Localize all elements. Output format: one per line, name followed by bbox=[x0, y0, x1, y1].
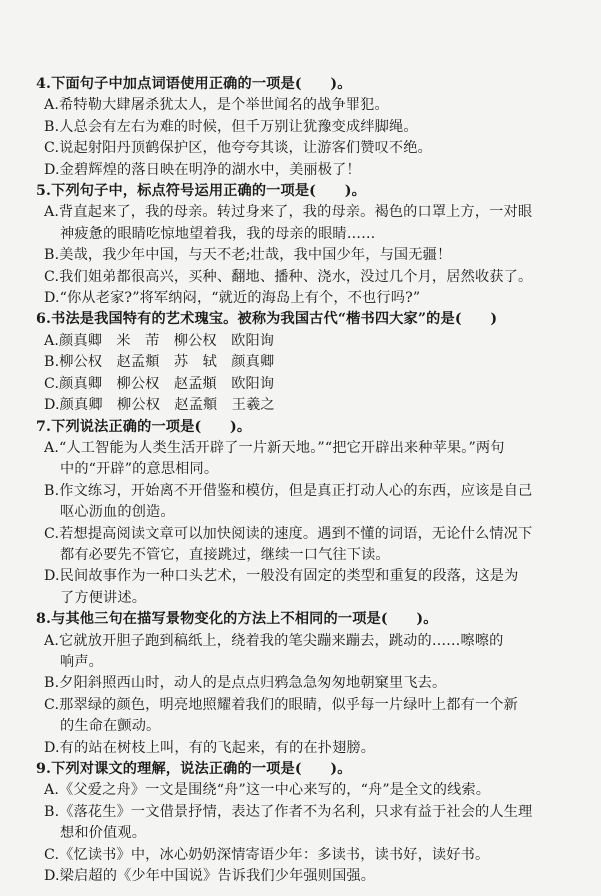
option-c: C.说起射阳丹顶鹤保护区，他夸夸其谈，让游客们赞叹不绝。 bbox=[44, 140, 432, 157]
question-5 bbox=[36, 181, 584, 309]
option-c: C.那翠绿的颜色，明亮地照耀着我们的眼睛，似乎每一片绿叶上都有一个新 bbox=[44, 696, 518, 713]
option-c: C.颜真卿 柳公权 赵孟頫 欧阳询 bbox=[44, 375, 275, 392]
option-b-continued: 想和价值观。 bbox=[60, 825, 147, 842]
question-9 bbox=[36, 759, 584, 887]
option-a-continued: 响声。 bbox=[60, 653, 104, 670]
option-b: B.《落花生》一文借景抒情，表达了作者不为名利，只求有益于社会的人生理 bbox=[44, 803, 533, 820]
option-b: B.作文练习，开始离不开借鉴和模仿，但是真正打动人心的东西，应该是自己 bbox=[44, 482, 533, 499]
option-a: A.颜真卿 米 芾 柳公权 欧阳询 bbox=[44, 332, 275, 349]
option-c-continued: 的生命在颤动。 bbox=[60, 718, 161, 735]
option-a: A.希特勒大肆屠杀犹太人，是个举世闻名的战争罪犯。 bbox=[44, 97, 389, 114]
option-a-continued: 中的“开辟”的意思相同。 bbox=[60, 461, 219, 478]
option-d: D.民间故事作为一种口头艺术，一般没有固定的类型和重复的段落，这是为 bbox=[44, 568, 519, 585]
question-stem: 4.下面句子中加点词语使用正确的一项是( )。 bbox=[36, 76, 352, 92]
option-d: D.颜真卿 柳公权 赵孟頫 王羲之 bbox=[44, 397, 275, 414]
option-c: C.若想提高阅读文章可以加快阅读的速度。遇到不懂的词语，无论什么情况下 bbox=[44, 525, 533, 542]
option-c: C.我们姐弟都很高兴，买种、翻地、播种、浇水，没过几个月，居然收获了。 bbox=[44, 268, 533, 285]
option-d-continued: 了方便讲述。 bbox=[60, 589, 147, 606]
option-d: D.金碧辉煌的落日映在明净的湖水中，美丽极了！ bbox=[44, 161, 361, 178]
option-a: A.“人工智能为人类生活开辟了一片新天地。”“把它开辟出来种苹果。”两句 bbox=[44, 439, 505, 456]
option-d: D.梁启超的《少年中国说》告诉我们少年强则国强。 bbox=[44, 868, 376, 885]
question-7 bbox=[36, 417, 584, 610]
option-b-continued: 呕心沥血的创造。 bbox=[60, 504, 175, 521]
option-d: D.有的站在树枝上叫，有的飞起来，有的在扑翅膀。 bbox=[44, 739, 376, 756]
option-a: A.背直起来了，我的母亲。转过身来了，我的母亲。褐色的口罩上方，一对眼 bbox=[44, 204, 533, 221]
question-stem: 7.下列说法正确的一项是( )。 bbox=[36, 418, 252, 435]
option-a: A.《父爱之舟》一文是围绕“舟”这一中心来写的，“舟”是全文的线索。 bbox=[44, 782, 491, 799]
option-b: B.人总会有左右为难的时候，但千万别让犹豫变成绊脚绳。 bbox=[44, 118, 418, 135]
question-4 bbox=[36, 74, 584, 181]
option-b: B.夕阳斜照西山时，动人的是点点归鸦急急匆匆地朝窠里飞去。 bbox=[44, 675, 447, 692]
option-c-continued: 都有必要先不管它，直接跳过，继续一口气往下读。 bbox=[60, 546, 390, 563]
option-b: B.柳公权 赵孟頫 苏 轼 颜真卿 bbox=[44, 354, 275, 371]
question-8 bbox=[36, 609, 584, 759]
question-stem: 9.下列对课文的理解，说法正确的一项是( )。 bbox=[36, 761, 352, 777]
question-list bbox=[36, 74, 584, 887]
question-stem: 8.与其他三句在描写景物变化的方法上不相同的一项是( )。 bbox=[36, 611, 438, 628]
question-stem: 6.书法是我国特有的艺术瑰宝。被称为我国古代“楷书四大家”的是( ) bbox=[36, 311, 498, 328]
option-a-continued: 神疲惫的眼睛吃惊地望着我，我的母亲的眼睛…… bbox=[60, 225, 376, 242]
option-d: D.“你从老家?”将军纳闷，“就近的海岛上有个，不也行吗?” bbox=[44, 290, 421, 307]
question-6 bbox=[36, 309, 584, 416]
option-b: B.美哉，我少年中国，与天不老;壮哉，我中国少年，与国无疆！ bbox=[44, 247, 452, 264]
option-a: A.它就放开胆子跑到稿纸上，绕着我的笔尖蹦来蹦去，跳动的……嚓嚓的 bbox=[44, 632, 504, 649]
question-stem: 5.下列句子中，标点符号运用正确的一项是( )。 bbox=[36, 183, 366, 200]
option-c: C.《忆读书》中，冰心奶奶深情寄语少年：多读书，读书好，读好书。 bbox=[44, 846, 490, 863]
